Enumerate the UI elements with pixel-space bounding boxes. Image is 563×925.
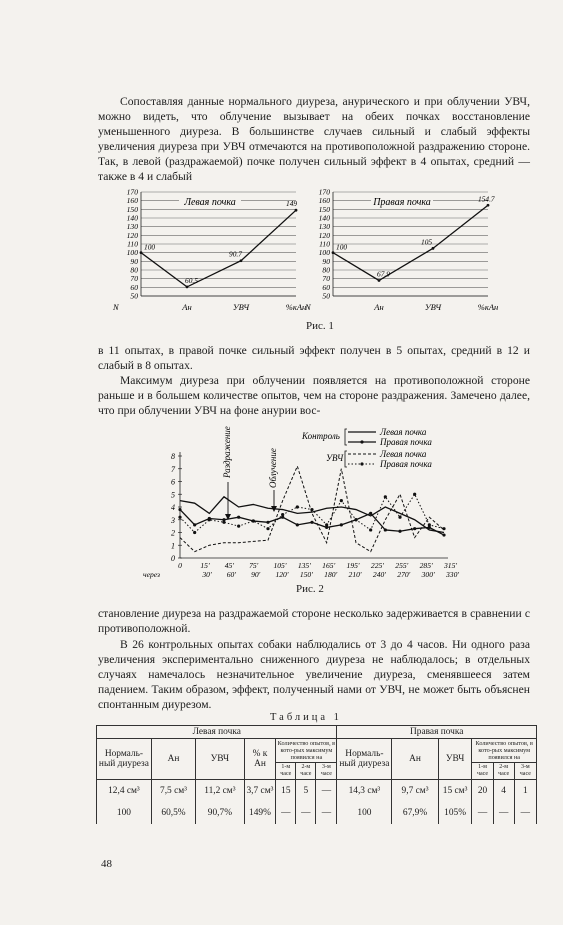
paragraph-5: В 26 контрольных опытах собаки наблюдались от 3 до 4 часов. Ни одного раза увеличения экспериментально сниженного диуреза не наблюдалось; в отдельных случаях намечалось незначительное увеличение диуреза, сменявшееся затем падением. Таким образом, эффект, полученный нами от УВЧ, не может быть объяснен спонтанным диурезом.	[98, 638, 530, 712]
data-label: 67.9	[377, 269, 390, 279]
y-tick-label: 170	[126, 187, 138, 197]
control-right-point	[369, 512, 372, 515]
x-tick-label-bottom: 210'	[348, 570, 362, 579]
th-h2-right: 2-м часе	[493, 763, 514, 780]
figure-2	[0, 420, 563, 580]
left-kidney-panel	[112, 188, 306, 313]
x-tick-label-top: 285'	[419, 561, 433, 570]
data-label: 100	[336, 242, 348, 252]
data-point	[378, 279, 381, 282]
x-tick-label: УВЧ	[232, 302, 250, 312]
table-cell: —	[472, 802, 493, 824]
x-tick-label-top: 45'	[224, 561, 234, 570]
control-right-point	[442, 533, 445, 536]
control-right-point	[178, 508, 181, 511]
legend-marker	[360, 440, 363, 443]
table-cell: 90,7%	[196, 802, 245, 824]
th-count-left: Количество опытов, в кото-рых максимум появился на	[277, 740, 336, 761]
paragraph-1: Сопоставляя данные нормального диуреза, анурического и при облучении УВЧ, можно видеть, что облучение вызывает на обеих почках восстановление уменьшенного диуреза. В большинстве случаев сильный и слабый эффекты увеличения диуреза при УВЧ отмечаются на противоположной раздражению стороне. Так, в левой (раздражаемой) почке получен сильный эффект в 4 опытах, средний — также в 4 и слабый	[98, 95, 530, 184]
y-tick-label: 160	[318, 196, 330, 206]
x-tick-label-bottom: 120'	[275, 570, 289, 579]
table-cell: 15	[276, 780, 296, 803]
x-tick-label: УВЧ	[424, 302, 442, 312]
control-left-line	[180, 497, 444, 533]
th-pct-left: % к Ан	[244, 739, 276, 780]
y-tick-label: 5	[171, 490, 175, 500]
y-tick-label: 120	[318, 230, 330, 240]
uhf-right-point	[398, 516, 401, 519]
paragraph-3: Максимум диуреза при облучении появляется на противоположной стороне раньше и в большем количестве опытов, чем на стороне раздражения. Замечено далее, что при облучении УВЧ на фоне анурии вос-	[98, 374, 530, 418]
y-tick-label: 170	[318, 187, 330, 197]
y-tick-label: 130	[126, 222, 138, 232]
x-tick-label-bottom: 300'	[421, 570, 435, 579]
data-label: 60.5	[185, 275, 198, 285]
th-count-right: Количество опытов, в кото-рых максимум появился на	[472, 739, 537, 763]
data-label: 100	[144, 242, 156, 252]
x-tick-label-top: 255'	[395, 561, 409, 570]
x-tick-label-bottom: через	[143, 570, 161, 579]
control-right-point	[413, 527, 416, 530]
y-tick-label: 6	[171, 477, 175, 487]
table-group-left: Левая почка	[97, 726, 337, 739]
panel-title: Левая почка	[184, 197, 236, 208]
uhf-right-point	[222, 521, 225, 524]
data-line	[333, 205, 488, 280]
x-tick-label: N	[305, 302, 311, 312]
figure-1	[0, 186, 563, 316]
data-label: 154.7	[478, 194, 495, 204]
table-row	[97, 780, 537, 803]
x-tick-label: Ан	[374, 302, 384, 312]
y-tick-label: 90	[130, 256, 138, 266]
control-right-point	[237, 516, 240, 519]
data-point	[432, 247, 435, 250]
table-1	[96, 725, 537, 824]
x-tick-label-bottom: 30'	[202, 570, 212, 579]
data-point	[140, 251, 143, 254]
x-tick-label-top: 315'	[444, 561, 458, 570]
table-cell: —	[296, 802, 316, 824]
y-tick-label: 160	[126, 196, 138, 206]
th-h3-right: 3-м часе	[514, 763, 536, 780]
control-right-point	[384, 528, 387, 531]
y-tick-label: 4	[171, 503, 175, 512]
y-tick-label: 60	[130, 282, 138, 292]
legend-label: Правая почка	[380, 459, 432, 469]
x-tick-label-bottom: 90'	[251, 570, 261, 579]
table-cell: 100	[337, 802, 392, 824]
uhf-right-point	[252, 519, 255, 522]
control-right-point	[398, 530, 401, 533]
x-tick-label-bottom: 330'	[446, 570, 460, 579]
control-right-point	[193, 523, 196, 526]
th-normal-left: Нормаль-ный диуреза	[97, 739, 152, 780]
uhf-right-point	[340, 499, 343, 502]
x-tick-label-top: 195'	[346, 561, 360, 570]
table-cell: 105%	[438, 802, 472, 824]
y-tick-label: 150	[126, 204, 138, 214]
y-tick-label: 50	[322, 291, 330, 301]
x-tick-label-bottom: 180'	[324, 570, 338, 579]
figure-2-caption: Рис. 2	[296, 583, 324, 595]
uhf-right-point	[325, 523, 328, 526]
legend-control-label: Контроль	[302, 431, 340, 441]
table-row	[97, 802, 537, 824]
table-group-right: Правая почка	[337, 726, 537, 739]
data-point	[186, 286, 189, 289]
uhf-right-point	[442, 527, 445, 530]
uhf-right-point	[178, 516, 181, 519]
uhf-right-point	[296, 505, 299, 508]
control-right-point	[266, 521, 269, 524]
table-cell: 67,9%	[392, 802, 438, 824]
y-tick-label: 60	[322, 282, 330, 292]
data-point	[487, 204, 490, 207]
table-cell: 1	[514, 780, 536, 803]
data-point	[332, 251, 335, 254]
table-cell: 149%	[244, 802, 276, 824]
th-h1-right: 1-м часе	[472, 763, 493, 780]
table-cell: —	[276, 802, 296, 824]
th-an-right: Ан	[392, 739, 438, 780]
page-number: 48	[101, 858, 112, 870]
y-tick-label: 3	[171, 515, 175, 525]
th-normal-right: Нормаль-ный диуреза	[337, 739, 392, 780]
y-tick-label: 80	[322, 265, 330, 275]
y-tick-label: 140	[126, 213, 138, 223]
uhf-right-point	[413, 493, 416, 496]
table-cell: —	[493, 802, 514, 824]
x-tick-label: %кАн	[285, 302, 307, 312]
table-cell: 4	[493, 780, 514, 803]
uhf-right-point	[208, 518, 211, 521]
table-cell: 14,3 см³	[337, 780, 392, 803]
data-label: 149	[286, 199, 298, 209]
th-h3-left: 3-м часе	[316, 763, 337, 780]
th-an-left: Ан	[151, 739, 195, 780]
paragraph-2: в 11 опытах, в правой почке сильный эффект получен в 5 опытах, средний в 12 и слабый в 8 опытах.	[98, 344, 530, 373]
y-tick-label: 140	[318, 213, 330, 223]
data-label: 90.7	[229, 249, 242, 259]
paragraph-4: становление диуреза на раздражаемой стороне несколько задерживается в сравнении с противоположной.	[98, 607, 530, 636]
y-tick-label: 0	[171, 554, 175, 563]
table-cell: 60,5%	[151, 802, 195, 824]
irradiation-annotation: Облучение	[268, 448, 278, 488]
table-cell: 3,7 см³	[244, 780, 276, 803]
figure-2-legend	[301, 427, 432, 469]
y-tick-label: 7	[171, 464, 175, 474]
table-cell: 9,7 см³	[392, 780, 438, 803]
uhf-right-point	[266, 527, 269, 530]
legend-label: Левая почка	[380, 427, 427, 437]
y-tick-label: 80	[130, 265, 138, 275]
th-uhf-left: УВЧ	[196, 739, 245, 780]
y-tick-label: 150	[318, 204, 330, 214]
data-point	[295, 209, 298, 212]
x-tick-label-top: 135'	[297, 561, 311, 570]
table-cell: 12,4 см³	[97, 780, 152, 803]
table-cell: 5	[296, 780, 316, 803]
table-cell: —	[514, 802, 536, 824]
y-tick-label: 50	[130, 291, 138, 301]
x-tick-label-bottom: 240'	[372, 570, 386, 579]
table-cell: 15 см³	[438, 780, 472, 803]
y-tick-label: 100	[318, 248, 330, 258]
uhf-right-point	[384, 495, 387, 498]
legend-label: Правая почка	[380, 437, 432, 447]
data-line	[141, 210, 296, 287]
legend-bracket	[345, 429, 347, 445]
y-tick-label: 2	[171, 528, 175, 538]
uhf-right-line	[180, 494, 444, 532]
table-cell: 11,2 см³	[196, 780, 245, 803]
x-tick-label-top: 75'	[249, 561, 259, 570]
y-tick-label: 70	[130, 274, 138, 284]
y-tick-label: 100	[126, 248, 138, 258]
x-tick-label-bottom: 150'	[299, 570, 313, 579]
y-tick-label: 110	[127, 239, 138, 249]
figure-1-caption: Рис. 1	[306, 320, 334, 332]
x-tick-label-top: 15'	[200, 561, 210, 570]
uhf-right-point	[310, 508, 313, 511]
table-cell: 7,5 см³	[151, 780, 195, 803]
irritation-annotation: Раздражение	[222, 426, 232, 478]
x-tick-label: Ан	[182, 302, 192, 312]
uhf-right-point	[369, 528, 372, 531]
th-uhf-right: УВЧ	[438, 739, 472, 780]
legend-label: Левая почка	[380, 449, 427, 459]
x-tick-label-bottom: 270'	[397, 570, 411, 579]
y-tick-label: 1	[171, 541, 175, 551]
x-tick-label-top: 0	[178, 561, 182, 570]
legend-uhf-label: УВЧ	[326, 453, 344, 463]
data-point	[240, 259, 243, 262]
legend-bracket	[345, 451, 347, 467]
legend-marker	[360, 462, 363, 465]
table-cell: 20	[472, 780, 493, 803]
x-tick-label: %кАн	[477, 302, 499, 312]
control-right-point	[310, 521, 313, 524]
uhf-right-point	[281, 513, 284, 516]
uhf-right-point	[193, 531, 196, 534]
control-right-point	[296, 523, 299, 526]
table-cell: 100	[97, 802, 152, 824]
right-kidney-panel	[304, 188, 498, 313]
x-tick-label: N	[113, 302, 119, 312]
y-tick-label: 70	[322, 274, 330, 284]
th-h1-left: 1-м часе	[276, 763, 296, 780]
table-cell: —	[316, 802, 337, 824]
x-tick-label-top: 165'	[322, 561, 336, 570]
y-tick-label: 110	[319, 239, 330, 249]
y-tick-label: 120	[126, 230, 138, 240]
th-h2-left: 2-м часе	[296, 763, 316, 780]
uhf-right-point	[428, 523, 431, 526]
panel-title: Правая почка	[373, 197, 431, 208]
y-tick-label: 90	[322, 256, 330, 266]
data-label: 105	[421, 237, 433, 247]
x-tick-label-top: 225'	[370, 561, 384, 570]
uhf-right-point	[237, 525, 240, 528]
x-tick-label-top: 105'	[273, 561, 287, 570]
table-cell: —	[316, 780, 337, 803]
control-right-point	[340, 523, 343, 526]
x-tick-label-bottom: 60'	[226, 570, 236, 579]
y-tick-label: 8	[171, 452, 175, 461]
y-tick-label: 130	[318, 222, 330, 232]
uhf-right-point	[354, 518, 357, 521]
table-caption: Таблица 1	[270, 712, 342, 723]
